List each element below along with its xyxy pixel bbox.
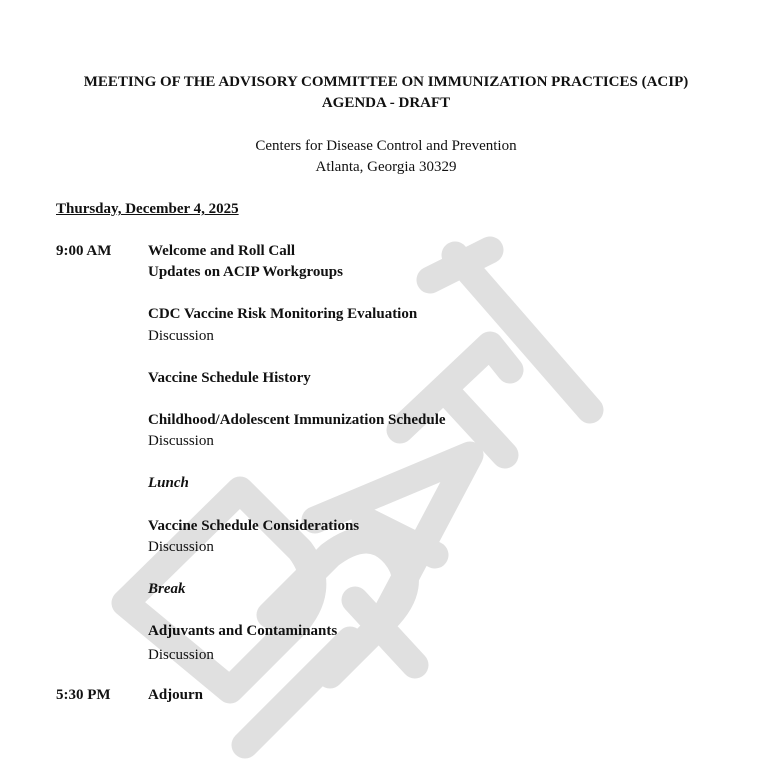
agenda-item: Discussion <box>148 647 214 663</box>
date-heading: Thursday, December 4, 2025 <box>56 201 239 217</box>
agenda-item: CDC Vaccine Risk Monitoring Evaluation <box>148 306 418 322</box>
agenda-item: Childhood/Adolescent Immunization Schedule <box>148 412 446 428</box>
agenda-item: Adjuvants and Contaminants <box>148 623 338 639</box>
organization-name: Centers for Disease Control and Prevention <box>255 138 517 154</box>
agenda-subtitle: AGENDA - DRAFT <box>321 95 451 111</box>
agenda-item: Adjourn <box>148 687 204 703</box>
agenda-item: Discussion <box>148 539 214 555</box>
meeting-title: MEETING OF THE ADVISORY COMMITTEE ON IMMUNIZATION PRACTICES (ACIP) <box>83 74 689 90</box>
start-time: 9:00 AM <box>56 243 112 259</box>
agenda-item: Discussion <box>148 328 214 344</box>
agenda-item: Vaccine Schedule History <box>148 370 311 386</box>
agenda-item: Welcome and Roll Call <box>148 243 296 259</box>
agenda-item: Discussion <box>148 433 214 449</box>
end-time: 5:30 PM <box>56 687 111 703</box>
agenda-item: Break <box>148 581 186 597</box>
agenda-item: Updates on ACIP Workgroups <box>148 264 343 280</box>
location: Atlanta, Georgia 30329 <box>315 159 457 175</box>
agenda-item: Lunch <box>148 475 189 491</box>
agenda-item: Vaccine Schedule Considerations <box>148 518 360 534</box>
